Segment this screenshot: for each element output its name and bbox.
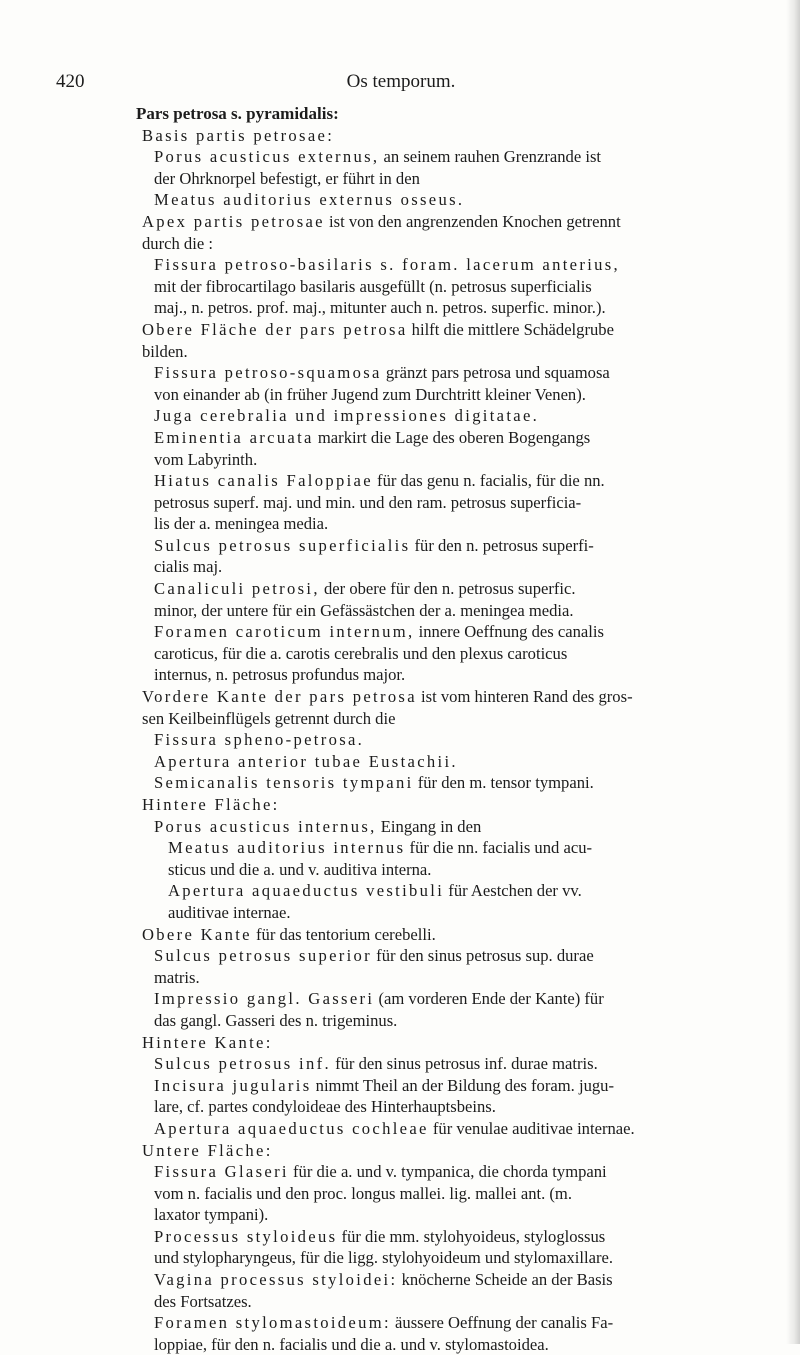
line-rest: markirt die Lage des oberen Bogengangs [313, 427, 591, 447]
spaced-term: Obere Kante [142, 924, 252, 944]
text-line [128, 470, 738, 492]
spaced-term: Meatus auditorius internus [168, 838, 406, 858]
text-line [128, 1118, 738, 1140]
line-rest: hilft die mittlere Schädelgrube [407, 319, 614, 339]
text-line [128, 794, 738, 816]
line-rest: für die mm. stylohyoideus, styloglossus [337, 1226, 606, 1246]
page-header [56, 68, 746, 96]
text-body [128, 103, 738, 1355]
page-number: 420 [56, 71, 85, 92]
text-line [128, 405, 738, 427]
text-line [128, 254, 738, 276]
spaced-term: Foramen stylomastoideum: [154, 1313, 391, 1333]
spaced-term: Obere Fläche der pars petrosa [142, 319, 408, 339]
line-rest: für den sinus petrosus inf. durae matris. [330, 1054, 598, 1074]
line-rest: gränzt pars petrosa und squamosa [381, 363, 610, 383]
line-rest: nimmt Theil an der Bildung des foram. jugu- [311, 1075, 614, 1095]
line-rest: innere Oeffnung des canalis [414, 622, 604, 642]
text-line: vom Labyrinth. [154, 449, 258, 469]
line-rest: ist vom hinteren Rand des gros- [416, 687, 633, 707]
line-rest: äussere Oeffnung der canalis Fa- [390, 1313, 614, 1333]
text-line [128, 945, 738, 967]
text-line [128, 837, 738, 859]
text-line: sticus und die a. und v. auditiva interna. [168, 859, 432, 879]
spaced-term: Meatus auditorius externus osseus. [154, 190, 465, 210]
text-line [128, 1140, 738, 1162]
line-rest: für Aestchen der vv. [444, 881, 582, 901]
text-line: lis der a. meningea media. [154, 514, 329, 534]
spaced-term: Processus styloideus [154, 1226, 338, 1246]
text-line [128, 362, 738, 384]
spaced-term: Semicanalis tensoris tympani [154, 773, 414, 793]
text-line [128, 1161, 738, 1183]
spaced-term: Hiatus canalis Faloppiae [154, 471, 373, 491]
text-line [128, 1269, 738, 1291]
text-line: vom n. facialis und den proc. longus mallei. lig. mallei ant. (m. [154, 1183, 572, 1203]
spaced-term: Apex partis petrosae [142, 211, 325, 231]
text-line: internus, n. petrosus profundus major. [154, 665, 406, 685]
text-line: caroticus, für die a. carotis cerebralis und den plexus caroticus [154, 643, 568, 663]
text-line: cialis maj. [154, 557, 223, 577]
text-line [128, 1226, 738, 1248]
spaced-term: Fissura petroso-basilaris s. foram. lacerum anterius, [154, 255, 621, 275]
text-line: und stylopharyngeus, für die ligg. stylohyoideum und stylomaxillare. [154, 1248, 614, 1268]
spaced-term: Apertura anterior tubae Eustachii. [154, 751, 458, 771]
spaced-term: Incisura jugularis [154, 1075, 312, 1095]
spaced-term: Apertura aquaeductus cochleae [154, 1118, 429, 1138]
text-line [128, 535, 738, 557]
line-rest: (am vorderen Ende der Kante) für [374, 989, 604, 1009]
text-line [128, 686, 738, 708]
text-line [128, 751, 738, 773]
spaced-term: Foramen caroticum internum, [154, 622, 415, 642]
text-line [128, 211, 738, 233]
line-rest: ist von den angrenzenden Knochen getrennt [324, 211, 621, 231]
text-line: petrosus superf. maj. und min. und den ram. petrosus superficia- [154, 492, 582, 512]
spaced-term: Eminentia arcuata [154, 427, 314, 447]
spaced-term: Vordere Kante der pars petrosa [142, 687, 417, 707]
text-line: des Fortsatzes. [154, 1291, 252, 1311]
spaced-term: Fissura petroso-squamosa [154, 363, 382, 383]
text-line: minor, der untere für ein Gefässästchen der a. meningea media. [154, 600, 574, 620]
text-line [128, 1312, 738, 1334]
text-line [128, 146, 738, 168]
spaced-term: Untere Fläche: [142, 1140, 273, 1160]
text-line [128, 621, 738, 643]
text-line: maj., n. petros. prof. maj., mitunter auch n. petros. superfic. minor.). [154, 298, 606, 318]
spaced-term: Vagina processus styloidei: [154, 1270, 398, 1290]
text-line: laxator tympani). [154, 1205, 269, 1225]
section-heading: Pars petrosa s. pyramidalis: [136, 104, 339, 123]
line-rest: für die nn. facialis und acu- [405, 838, 593, 858]
text-line: lare, cf. partes condyloideae des Hinterhauptsbeins. [154, 1097, 496, 1117]
spaced-term: Sulcus petrosus superficialis [154, 535, 411, 555]
text-line [128, 319, 738, 341]
line-rest: an seinem rauhen Grenzrande ist [379, 147, 602, 167]
line-rest: der obere für den n. petrosus superfic. [319, 579, 576, 599]
text-line [128, 427, 738, 449]
line-rest: Eingang in den [376, 816, 482, 836]
line-rest: für den sinus petrosus sup. durae [372, 946, 594, 966]
text-line [128, 125, 738, 147]
text-line [128, 772, 738, 794]
text-line [128, 924, 738, 946]
running-title: Os temporum. [346, 71, 456, 92]
text-line [128, 729, 738, 751]
spaced-term: Porus acusticus internus, [154, 816, 377, 836]
spaced-term: Apertura aquaeductus vestibuli [168, 881, 445, 901]
line-rest: für venulae auditivae internae. [428, 1118, 635, 1138]
line-rest: für das genu n. facialis, für die nn. [372, 471, 605, 491]
text-line [128, 578, 738, 600]
text-line: der Ohrknorpel befestigt, er führt in den [154, 168, 420, 188]
text-line [128, 189, 738, 211]
text-line: sen Keilbeinflügels getrennt durch die [142, 708, 396, 728]
text-line: durch die : [142, 233, 213, 253]
spaced-term: Basis partis petrosae: [142, 125, 335, 145]
line-rest: für das tentorium cerebelli. [251, 924, 436, 944]
line-rest: für den m. tensor tympani. [413, 773, 594, 793]
spaced-term: Fissura Glaseri [154, 1162, 289, 1182]
text-line: das gangl. Gasseri des n. trigeminus. [154, 1010, 398, 1030]
text-line: bilden. [142, 341, 188, 361]
spaced-term: Impressio gangl. Gasseri [154, 989, 375, 1009]
text-line [128, 816, 738, 838]
text-line [128, 988, 738, 1010]
text-line [128, 1032, 738, 1054]
spaced-term: Fissura spheno-petrosa. [154, 730, 365, 750]
line-rest: für die a. und v. tympanica, die chorda tympani [288, 1162, 607, 1182]
text-line [128, 1075, 738, 1097]
spaced-term: Porus acusticus externus, [154, 147, 380, 167]
text-line [128, 1053, 738, 1075]
text-line: loppiae, für den n. facialis und die a. und v. stylomastoidea. [154, 1334, 549, 1354]
page-edge-shadow [786, 0, 800, 1344]
line-rest: für den n. petrosus superfi- [410, 535, 594, 555]
spaced-term: Hintere Kante: [142, 1032, 273, 1052]
text-line [128, 880, 738, 902]
text-line: mit der fibrocartilago basilaris ausgefüllt (n. petrosus superficialis [154, 276, 592, 296]
text-line: auditivae internae. [168, 902, 291, 922]
spaced-term: Canaliculi petrosi, [154, 579, 320, 599]
spaced-term: Juga cerebralia und impressiones digitatae. [154, 406, 540, 426]
spaced-term: Sulcus petrosus superior [154, 946, 373, 966]
line-rest: knöcherne Scheide an der Basis [397, 1270, 613, 1290]
spaced-term: Hintere Fläche: [142, 795, 280, 814]
spaced-term: Sulcus petrosus inf. [154, 1054, 331, 1074]
text-line: von einander ab (in früher Jugend zum Durchtritt kleiner Venen). [154, 384, 586, 404]
text-line: matris. [154, 967, 200, 987]
